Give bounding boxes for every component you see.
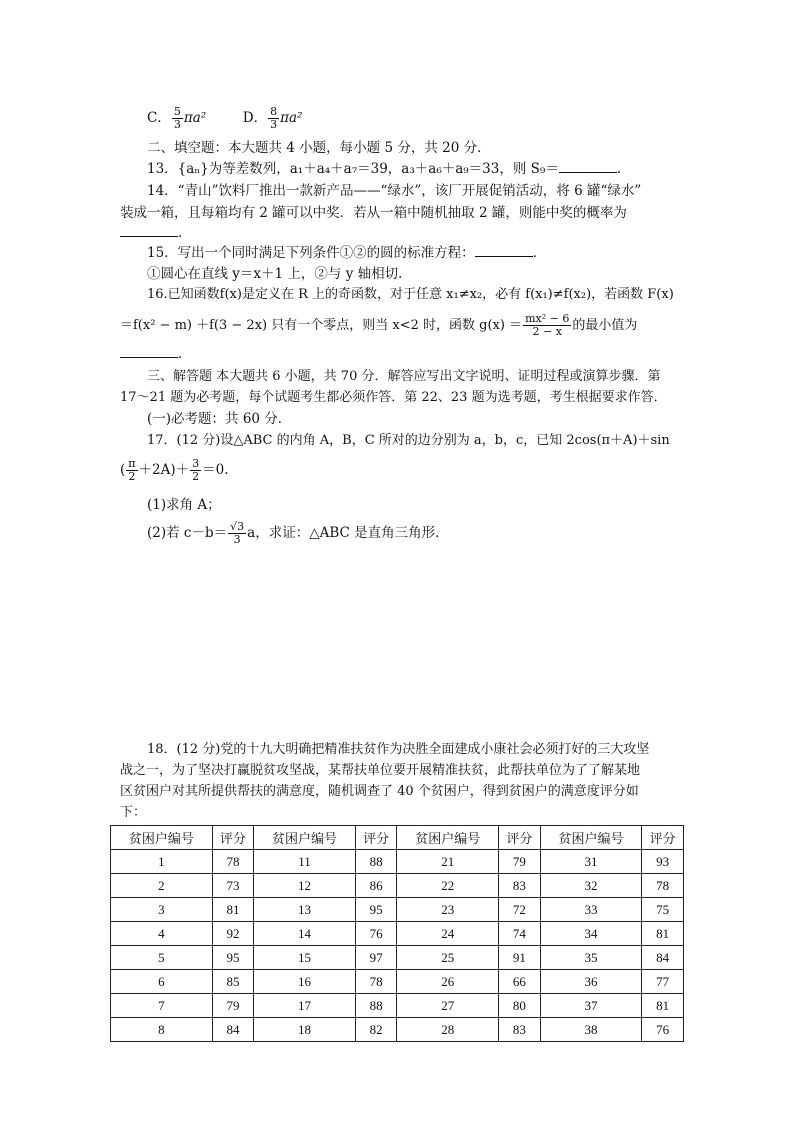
q15-end: ． <box>532 245 547 261</box>
score-cell: 76 <box>642 1018 684 1042</box>
q17-part2-post: a，求证：△ABC 是直角三角形． <box>247 525 449 541</box>
household-id-cell: 3 <box>111 898 213 922</box>
score-cell: 97 <box>355 946 397 970</box>
score-cell: 78 <box>355 970 397 994</box>
q17-line1: 17．(12 分)设△ABC 的内角 A，B，C 所对的边分别为 a，b，c，已知 2cos(π＋A)＋sin <box>147 433 670 448</box>
option-c-numerator: 5 <box>173 105 181 118</box>
q17-open-paren: ( <box>120 462 126 478</box>
table-row <box>111 922 684 946</box>
score-cell: 80 <box>499 994 541 1018</box>
q14-answer-blank <box>120 224 178 237</box>
section3-subheading: (一)必考题：共 60 分． <box>147 411 292 427</box>
score-cell: 73 <box>212 874 254 898</box>
option-d-denominator: 3 <box>270 118 278 131</box>
q17-part1: (1)求角 A； <box>147 497 221 513</box>
q17-sqrt-numerator: √3 <box>230 520 245 533</box>
q18-line2: 战之一，为了坚决打赢脱贫攻坚战，某帮扶单位要开展精准扶贫，此帮扶单位为了了解某地 <box>120 763 641 778</box>
q18-line4: 下： <box>120 805 147 820</box>
q13-line <box>147 160 630 178</box>
score-cell: 79 <box>499 850 541 874</box>
score-cell: 93 <box>642 850 684 874</box>
q15-text: 15．写出一个同时满足下列条件①②的圆的标准方程： <box>147 245 475 261</box>
score-cell: 74 <box>499 922 541 946</box>
score-cell: 79 <box>212 994 254 1018</box>
household-id-cell: 26 <box>397 970 499 994</box>
table-row <box>111 850 684 874</box>
option-c-denominator: 3 <box>173 118 181 131</box>
q17-three-half-fraction <box>190 458 201 483</box>
q16-line1: 16.已知函数f(x)是定义在 R 上的奇函数，对于任意 x₁≠x₂，必有 f(x₁)≠f(x₂)，若函数 F(x) <box>147 287 674 302</box>
score-cell: 91 <box>499 946 541 970</box>
satisfaction-score-table <box>110 825 684 1042</box>
option-c-d-line <box>147 106 302 131</box>
q14-line2: 装成一箱，且每箱均有 2 罐可以中奖．若从一箱中随机抽取 2 罐，则能中奖的概率为 <box>120 205 627 221</box>
household-id-cell: 18 <box>254 1018 356 1042</box>
household-id-cell: 28 <box>397 1018 499 1042</box>
score-cell: 85 <box>212 970 254 994</box>
q15-line2: ①圆心在直线 y＝x＋1 上，②与 y 轴相切． <box>147 266 412 282</box>
q16-fraction <box>523 313 571 338</box>
household-id-cell: 25 <box>397 946 499 970</box>
q13-end: ． <box>616 161 631 177</box>
score-cell: 81 <box>642 922 684 946</box>
q17-part2-pre: (2)若 c－b＝ <box>147 525 228 541</box>
table-row <box>111 970 684 994</box>
household-id-cell: 27 <box>397 994 499 1018</box>
household-id-cell: 15 <box>254 946 356 970</box>
q14-end: ． <box>178 225 192 241</box>
q17-pi-denominator: 2 <box>128 470 136 483</box>
household-id-cell: 12 <box>254 874 356 898</box>
q17-line2-end: ＝0. <box>202 462 229 478</box>
q16-line2-pre: ＝f(x² − m) ＋f(3 − 2x) 只有一个零点，则当 x<2 时，函数 g(x) ＝ <box>120 318 523 333</box>
q13-answer-blank <box>559 160 617 173</box>
q18-line1: 18．(12 分)党的十九大明确把精准扶贫作为决胜全面建成小康社会必须打好的三大攻坚 <box>147 742 650 757</box>
option-d-numerator: 8 <box>270 105 278 118</box>
score-cell: 76 <box>355 922 397 946</box>
table-row <box>111 1018 684 1042</box>
q16-answer-blank <box>120 345 178 358</box>
q16-fraction-denominator: 2 − x <box>532 325 562 338</box>
q18-line3: 区贫困户对其所提供帮扶的满意度，随机调查了 40 个贫困户，得到贫困户的满意度评分如 <box>120 784 639 799</box>
score-cell: 88 <box>355 994 397 1018</box>
header-score-2: 评分 <box>355 826 397 850</box>
household-id-cell: 11 <box>254 850 356 874</box>
q16-end: ． <box>178 346 192 362</box>
score-cell: 84 <box>212 1018 254 1042</box>
q17-part2 <box>147 518 449 548</box>
header-household-id-4: 贫困户编号 <box>540 826 642 850</box>
header-household-id-3: 贫困户编号 <box>397 826 499 850</box>
household-id-cell: 33 <box>540 898 642 922</box>
table-row <box>111 946 684 970</box>
section3-line2: 17～21 题为必考题，每个试题考生都必须作答．第 22、23 题为选考题，考生根据要求作答． <box>120 390 667 405</box>
q16-line3 <box>120 345 192 363</box>
q13-text: 13．{aₙ}为等差数列，a₁＋a₄＋a₇＝39，a₃＋a₆＋a₉＝33，则 S₉＝ <box>147 161 559 177</box>
household-id-cell: 17 <box>254 994 356 1018</box>
score-cell: 95 <box>212 946 254 970</box>
score-cell: 92 <box>212 922 254 946</box>
option-c-fraction <box>172 106 183 131</box>
household-id-cell: 16 <box>254 970 356 994</box>
household-id-cell: 36 <box>540 970 642 994</box>
table-body <box>111 850 684 1042</box>
household-id-cell: 5 <box>111 946 213 970</box>
q17-line2-mid: ＋2A)＋ <box>138 462 190 478</box>
score-cell: 66 <box>499 970 541 994</box>
household-id-cell: 35 <box>540 946 642 970</box>
q16-line2 <box>120 312 637 340</box>
household-id-cell: 4 <box>111 922 213 946</box>
option-d-label: D． <box>242 110 268 126</box>
household-id-cell: 7 <box>111 994 213 1018</box>
section3-line1: 三、解答题 本大题共 6 小题，共 70 分．解答应写出文字说明、证明过程或演算步骤．第 <box>147 369 661 384</box>
score-cell: 82 <box>355 1018 397 1042</box>
household-id-cell: 8 <box>111 1018 213 1042</box>
score-cell: 72 <box>499 898 541 922</box>
household-id-cell: 23 <box>397 898 499 922</box>
household-id-cell: 32 <box>540 874 642 898</box>
table-header-row <box>111 826 684 850</box>
header-score-1: 评分 <box>212 826 254 850</box>
q17-pi-numerator: π <box>128 457 136 470</box>
household-id-cell: 22 <box>397 874 499 898</box>
q17-three-numerator: 3 <box>192 457 200 470</box>
household-id-cell: 38 <box>540 1018 642 1042</box>
household-id-cell: 21 <box>397 850 499 874</box>
header-score-4: 评分 <box>642 826 684 850</box>
score-cell: 78 <box>642 874 684 898</box>
household-id-cell: 34 <box>540 922 642 946</box>
score-cell: 86 <box>355 874 397 898</box>
option-c-label: C． <box>147 110 171 126</box>
score-cell: 83 <box>499 874 541 898</box>
option-d-fraction <box>268 106 279 131</box>
household-id-cell: 13 <box>254 898 356 922</box>
table-row <box>111 994 684 1018</box>
score-cell: 84 <box>642 946 684 970</box>
q14-line3 <box>120 224 192 242</box>
q16-fraction-numerator: mx² − 6 <box>525 312 570 325</box>
score-cell: 81 <box>642 994 684 1018</box>
table-row <box>111 898 684 922</box>
score-cell: 75 <box>642 898 684 922</box>
header-score-3: 评分 <box>499 826 541 850</box>
score-cell: 88 <box>355 850 397 874</box>
q17-sqrt-fraction <box>228 521 246 546</box>
household-id-cell: 14 <box>254 922 356 946</box>
q15-line1 <box>147 244 546 262</box>
table-row <box>111 874 684 898</box>
score-cell: 77 <box>642 970 684 994</box>
q17-sqrt-denominator: 3 <box>233 533 241 546</box>
household-id-cell: 31 <box>540 850 642 874</box>
header-household-id-2: 贫困户编号 <box>254 826 356 850</box>
q14-line1: 14．“青山”饮料厂推出一款新产品——“绿水”，该厂开展促销活动，将 6 罐“绿水” <box>147 183 642 199</box>
q16-line2-post: 的最小值为 <box>572 318 638 333</box>
score-cell: 95 <box>355 898 397 922</box>
q17-pi-fraction <box>126 458 137 483</box>
option-c-tail: πa² <box>183 110 207 126</box>
household-id-cell: 2 <box>111 874 213 898</box>
household-id-cell: 24 <box>397 922 499 946</box>
q15-answer-blank <box>475 244 533 257</box>
score-cell: 83 <box>499 1018 541 1042</box>
household-id-cell: 1 <box>111 850 213 874</box>
header-household-id-1: 贫困户编号 <box>111 826 213 850</box>
score-cell: 81 <box>212 898 254 922</box>
section2-heading: 二、填空题：本大题共 4 小题，每小题 5 分，共 20 分． <box>147 140 491 156</box>
q17-three-denominator: 2 <box>192 470 200 483</box>
score-cell: 78 <box>212 850 254 874</box>
household-id-cell: 37 <box>540 994 642 1018</box>
q17-line2 <box>120 455 229 485</box>
household-id-cell: 6 <box>111 970 213 994</box>
option-d-tail: πa² <box>280 110 303 126</box>
